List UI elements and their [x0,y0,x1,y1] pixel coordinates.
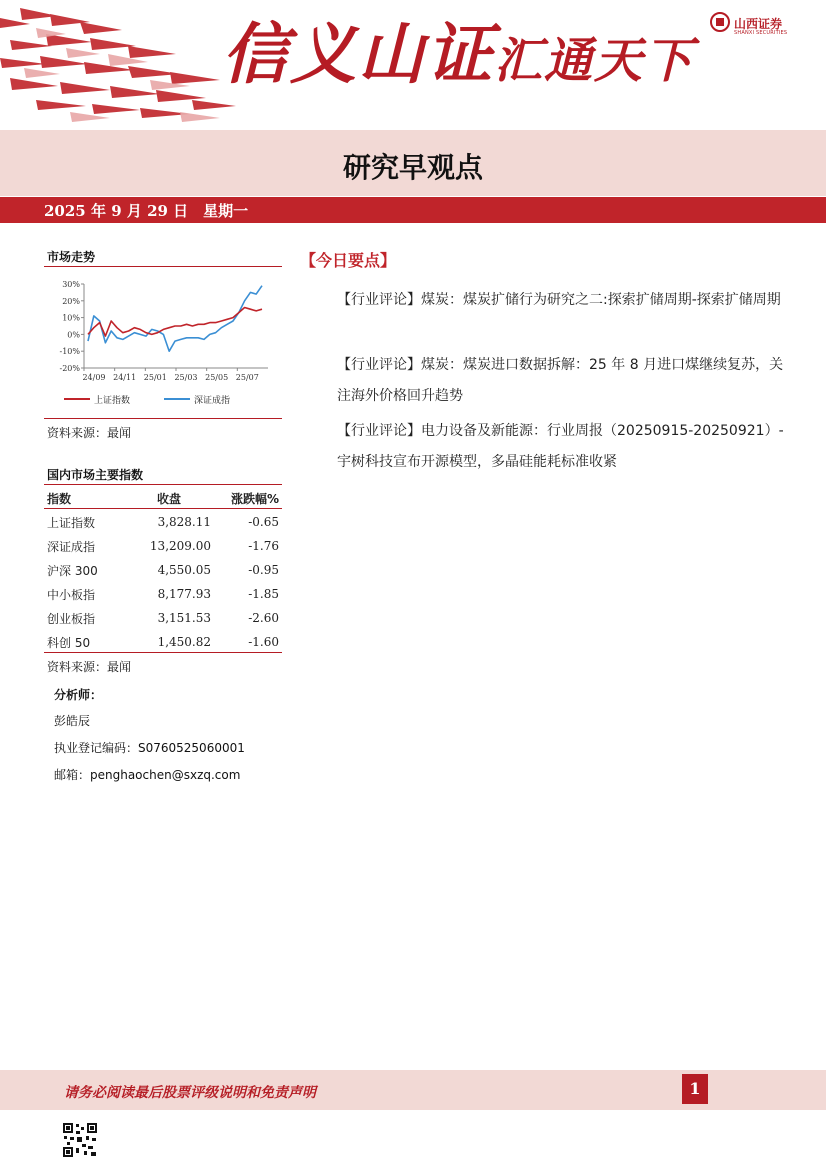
key-point-item[interactable]: 【行业评论】煤炭：煤炭进口数据拆解：25 年 8 月进口煤继续复苏，关注海外价格回升趋势 [337,357,784,404]
table-row [47,510,279,534]
report-date: 2025 年 9 月 29 日 星期一 [44,202,249,220]
y-tick-label: 30% [62,280,80,289]
x-tick-label: 24/11 [113,373,137,382]
slogan [222,16,695,93]
col-header-close: 收盘 [157,491,182,506]
series-line-shenzhen [88,286,262,352]
disclaimer-link[interactable]: 请务必阅读最后股票评级说明和免责声明 [64,1085,316,1101]
y-tick-label: 10% [62,313,80,323]
page-number: 1 [682,1074,708,1104]
slogan-part-a: 信义山证 [222,16,494,93]
divider [44,508,282,509]
close-value-cell: 3,151.53 [157,611,211,625]
market-trend-heading: 市场走势 [47,250,96,264]
analyst-registration: 执业登记编码：S0760525060001 [54,741,245,755]
logo-en-text: SHANXI SECURITIES [734,30,788,36]
legend-label: 上证指数 [94,396,131,406]
index-table-heading: 国内市场主要指数 [47,468,144,482]
col-header-index: 指数 [47,491,72,506]
logo-emblem-icon [710,12,730,32]
y-tick-label: 0% [67,330,80,340]
slogan-part-b: 汇通天下 [494,33,695,89]
company-logo [710,12,810,38]
key-point-item[interactable]: 【行业评论】煤炭：煤炭扩储行为研究之二:探索扩储周期-探索扩储周期 [337,292,781,308]
table-row [47,582,279,606]
change-value-cell: -2.60 [248,611,279,625]
x-tick-label: 25/03 [174,373,198,382]
page-title: 研究早观点 [342,151,483,184]
close-value-cell: 8,177.93 [157,587,211,601]
close-value-cell: 4,550.05 [157,563,211,577]
change-value-cell: -0.65 [248,515,279,529]
table-header-row [47,486,279,510]
change-value-cell: -0.95 [248,563,279,577]
y-tick-label: -10% [59,347,80,357]
table-source: 资料来源：最闻 [47,660,132,674]
divider [44,418,282,419]
key-points-heading: 【今日要点】 [300,251,397,270]
y-tick-label: 20% [62,296,80,306]
col-header-change: 涨跌幅% [230,491,279,506]
index-name-cell: 深证成指 [47,539,96,554]
chart-source: 资料来源：最闻 [47,426,132,440]
y-tick-label: -20% [59,364,80,373]
table-row [47,606,279,630]
change-value-cell: -1.85 [248,587,279,601]
logo-cn-text: 山西证券 [734,17,783,31]
index-name-cell: 科创 50 [47,635,91,650]
legend-label: 深证成指 [194,396,231,406]
table-row [47,630,279,654]
qr-code-icon [62,1122,98,1158]
analyst-label: 分析师： [54,688,103,702]
close-value-cell: 1,450.82 [157,635,211,649]
series-line-shanghai [88,308,262,337]
change-value-cell: -1.76 [248,539,279,553]
x-tick-label: 25/07 [235,373,259,382]
divider [44,484,282,485]
close-value-cell: 3,828.11 [157,515,211,529]
table-row [47,534,279,558]
divider [44,652,282,653]
divider [44,266,282,267]
analyst-name: 彭皓辰 [54,714,91,728]
table-row [47,558,279,582]
index-name-cell: 创业板指 [47,611,96,626]
index-table [47,486,279,654]
index-name-cell: 中小板指 [47,587,96,602]
x-tick-label: 25/05 [205,373,229,382]
analyst-email[interactable]: 邮箱：penghaochen@sxzq.com [54,768,241,782]
x-tick-label: 24/09 [82,373,106,382]
close-value-cell: 13,209.00 [149,539,211,553]
market-trend-chart [44,276,282,410]
header-banner [0,0,826,130]
change-value-cell: -1.60 [248,635,279,649]
index-name-cell: 沪深 300 [47,563,98,578]
index-name-cell: 上证指数 [47,515,96,530]
x-tick-label: 25/01 [143,373,167,382]
key-point-item[interactable]: 【行业评论】电力设备及新能源：行业周报（20250915-20250921）-宇树科技宣布开源模型，多晶硅能耗标准收紧 [337,423,784,470]
